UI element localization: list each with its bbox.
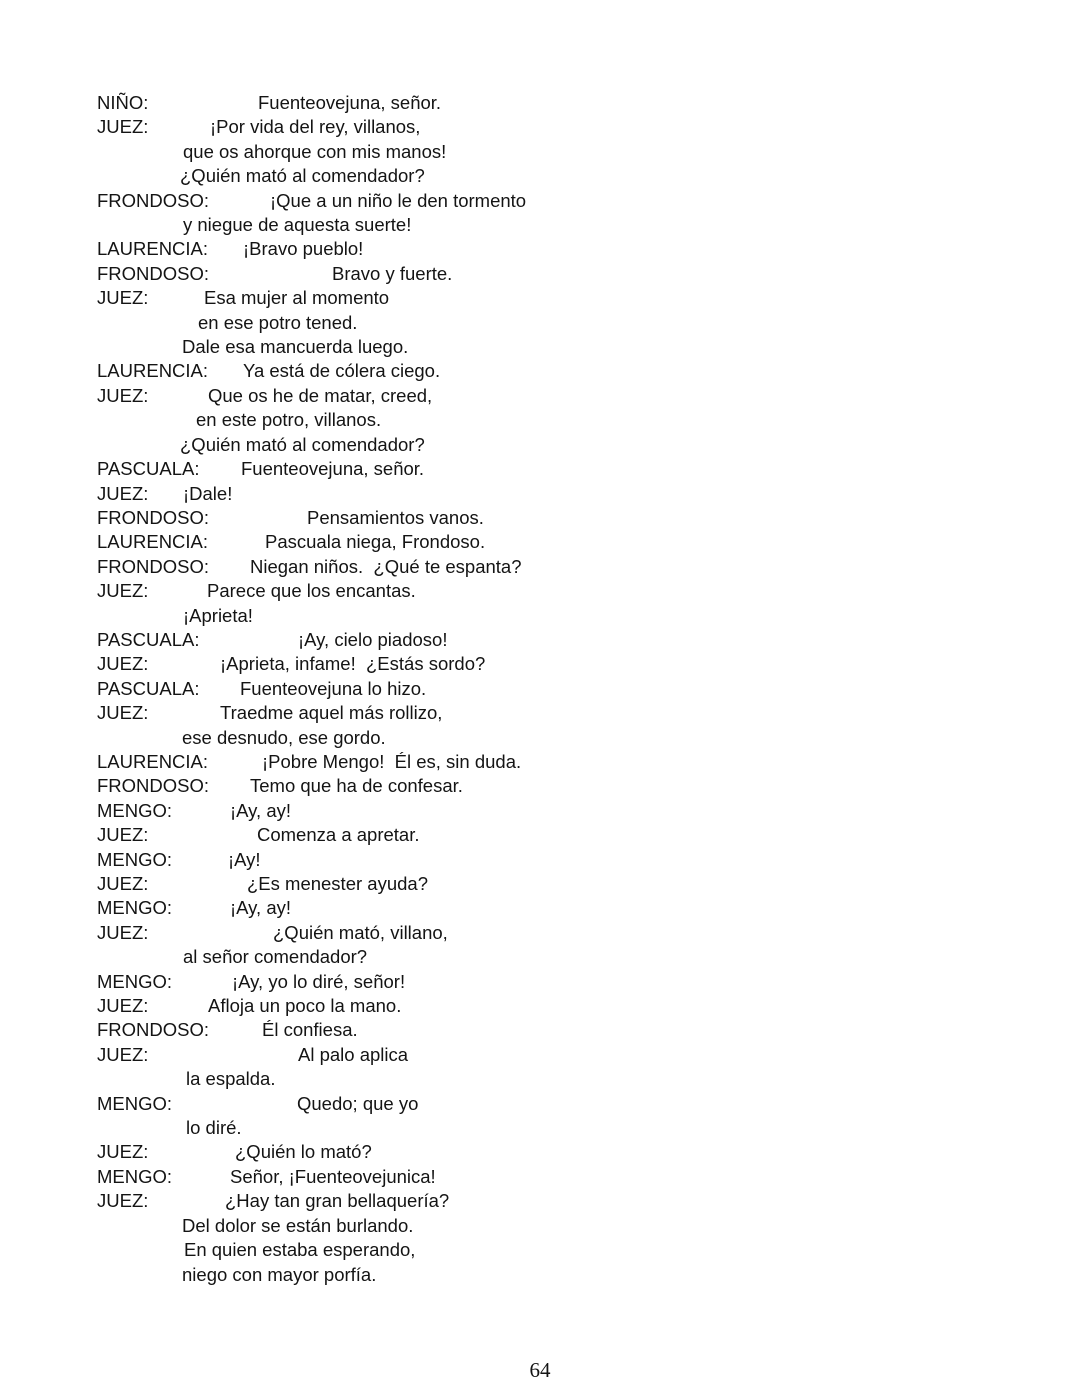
dialogue-text: Fuenteovejuna lo hizo.: [240, 677, 427, 699]
dialogue-text: en ese potro tened.: [198, 311, 358, 333]
speaker-name: LAURENCIA:: [97, 238, 209, 260]
dialogue-text: ¿Quién mató al comendador?: [180, 433, 425, 455]
dialogue-text: ¿Quién lo mató?: [235, 1141, 372, 1163]
script-line: [97, 580, 1070, 604]
speaker-name: PASCUALA:: [97, 628, 200, 650]
script-line: [97, 385, 1070, 409]
script-line: [97, 629, 1070, 653]
dialogue-text: Del dolor se están burlando.: [182, 1214, 414, 1236]
dialogue-text: En quien estaba esperando,: [184, 1239, 416, 1261]
dialogue-text: Dale esa mancuerda luego.: [182, 336, 409, 358]
script-line: [97, 605, 1070, 629]
script-line: [97, 336, 1070, 360]
dialogue-text: Pascuala niega, Frondoso.: [265, 531, 486, 553]
dialogue-text: niego con mayor porfía.: [182, 1263, 377, 1285]
script-line: [97, 483, 1070, 507]
dialogue-text: Fuenteovejuna, señor.: [241, 458, 425, 480]
speaker-name: FRONDOSO:: [97, 262, 210, 284]
script-line: [97, 946, 1070, 970]
dialogue-text: Quedo; que yo: [297, 1092, 419, 1114]
script-line: [97, 678, 1070, 702]
script-line: [97, 1264, 1070, 1288]
script-line: [97, 922, 1070, 946]
dialogue-text: ¿Quién mató, villano,: [273, 921, 448, 943]
script-line: [97, 727, 1070, 751]
dialogue-text: ¡Ay, yo lo diré, señor!: [232, 970, 406, 992]
dialogue-text: ¡Ay!: [228, 848, 261, 870]
script-line: [97, 92, 1070, 116]
script-line: [97, 507, 1070, 531]
dialogue-text: ¡Ay, ay!: [230, 799, 292, 821]
script-line: [97, 1166, 1070, 1190]
speaker-name: LAURENCIA:: [97, 360, 209, 382]
dialogue-text: ¿Hay tan gran bellaquería?: [225, 1190, 450, 1212]
script-line: [97, 702, 1070, 726]
script-line: [97, 800, 1070, 824]
dialogue-text: y niegue de aquesta suerte!: [183, 214, 412, 236]
script-line: [97, 775, 1070, 799]
script-line: [97, 1093, 1070, 1117]
speaker-name: JUEZ:: [97, 384, 149, 406]
dialogue-text: Bravo y fuerte.: [332, 262, 453, 284]
script-line: [97, 897, 1070, 921]
speaker-name: JUEZ:: [97, 995, 149, 1017]
dialogue-text: Comenza a apretar.: [257, 824, 420, 846]
script-line: [97, 409, 1070, 433]
speaker-name: JUEZ:: [97, 482, 149, 504]
speaker-name: MENGO:: [97, 1165, 173, 1187]
script-line: [97, 116, 1070, 140]
script-line: [97, 1190, 1070, 1214]
dialogue-text: ¡Pobre Mengo! Él es, sin duda.: [262, 750, 522, 772]
script-line: [97, 653, 1070, 677]
dialogue-text: en este potro, villanos.: [196, 409, 382, 431]
dialogue-text: Pensamientos vanos.: [307, 506, 484, 528]
dialogue-text: Que os he de matar, creed,: [208, 384, 433, 406]
script-line: [97, 312, 1070, 336]
play-script-text: [97, 92, 1070, 1288]
script-line: [97, 458, 1070, 482]
dialogue-text: Niegan niños. ¿Qué te espanta?: [250, 555, 522, 577]
dialogue-text: Señor, ¡Fuenteovejunica!: [230, 1165, 436, 1187]
speaker-name: PASCUALA:: [97, 458, 200, 480]
script-line: [97, 824, 1070, 848]
dialogue-text: ¡Por vida del rey, villanos,: [210, 116, 421, 138]
dialogue-text: ¿Quién mató al comendador?: [180, 165, 425, 187]
script-line: [97, 434, 1070, 458]
script-line: [97, 165, 1070, 189]
dialogue-text: ¡Aprieta!: [183, 604, 253, 626]
dialogue-text: al señor comendador?: [183, 946, 368, 968]
dialogue-text: que os ahorque con mis manos!: [183, 140, 447, 162]
speaker-name: MENGO:: [97, 970, 173, 992]
speaker-name: JUEZ:: [97, 1190, 149, 1212]
script-line: [97, 360, 1070, 384]
dialogue-text: Parece que los encantas.: [207, 580, 416, 602]
dialogue-text: ¡Ay, ay!: [230, 897, 292, 919]
script-line: [97, 238, 1070, 262]
speaker-name: NIÑO:: [97, 92, 149, 113]
speaker-name: FRONDOSO:: [97, 506, 210, 528]
dialogue-text: Afloja un poco la mano.: [208, 995, 402, 1017]
script-line: [97, 287, 1070, 311]
script-line: [97, 873, 1070, 897]
speaker-name: JUEZ:: [97, 116, 149, 138]
script-line: [97, 995, 1070, 1019]
speaker-name: JUEZ:: [97, 653, 149, 675]
script-line: [97, 1019, 1070, 1043]
script-line: [97, 190, 1070, 214]
script-line: [97, 531, 1070, 555]
speaker-name: JUEZ:: [97, 702, 149, 724]
dialogue-text: Fuenteovejuna, señor.: [258, 92, 442, 113]
speaker-name: MENGO:: [97, 848, 173, 870]
speaker-name: FRONDOSO:: [97, 1019, 210, 1041]
dialogue-text: ¡Dale!: [183, 482, 233, 504]
script-line: [97, 1117, 1070, 1141]
script-line: [97, 141, 1070, 165]
script-line: [97, 1239, 1070, 1263]
dialogue-text: Temo que ha de confesar.: [250, 775, 463, 797]
dialogue-text: ¡Bravo pueblo!: [243, 238, 364, 260]
dialogue-text: lo diré.: [186, 1117, 242, 1139]
speaker-name: FRONDOSO:: [97, 555, 210, 577]
script-line: [97, 1068, 1070, 1092]
script-line: [97, 1215, 1070, 1239]
speaker-name: JUEZ:: [97, 287, 149, 309]
dialogue-text: ¡Que a un niño le den tormento: [270, 189, 527, 211]
speaker-name: MENGO:: [97, 1092, 173, 1114]
speaker-name: JUEZ:: [97, 824, 149, 846]
dialogue-text: Traedme aquel más rollizo,: [220, 702, 443, 724]
speaker-name: FRONDOSO:: [97, 775, 210, 797]
script-line: [97, 263, 1070, 287]
script-line: [97, 556, 1070, 580]
speaker-name: JUEZ:: [97, 873, 149, 894]
script-line: [97, 751, 1070, 775]
speaker-name: FRONDOSO:: [97, 189, 210, 211]
dialogue-text: ese desnudo, ese gordo.: [182, 726, 386, 748]
dialogue-text: Esa mujer al momento: [204, 287, 390, 309]
speaker-name: JUEZ:: [97, 1141, 149, 1163]
speaker-name: JUEZ:: [97, 921, 149, 943]
speaker-name: MENGO:: [97, 897, 173, 919]
script-line: [97, 1044, 1070, 1068]
script-line: [97, 849, 1070, 873]
script-line: [97, 214, 1070, 238]
speaker-name: PASCUALA:: [97, 677, 200, 699]
dialogue-text: ¿Es menester ayuda?: [247, 873, 428, 894]
speaker-name: JUEZ:: [97, 580, 149, 602]
dialogue-text: ¡Ay, cielo piadoso!: [298, 628, 448, 650]
dialogue-text: ¡Aprieta, infame! ¿Estás sordo?: [220, 653, 486, 675]
speaker-name: JUEZ:: [97, 1043, 149, 1065]
dialogue-text: Ya está de cólera ciego.: [243, 360, 441, 382]
dialogue-text: Él confiesa.: [262, 1019, 358, 1041]
script-line: [97, 1141, 1070, 1165]
speaker-name: MENGO:: [97, 799, 173, 821]
page-number: 64: [529, 1358, 551, 1382]
speaker-name: LAURENCIA:: [97, 750, 209, 772]
speaker-name: LAURENCIA:: [97, 531, 209, 553]
script-line: [97, 971, 1070, 995]
dialogue-text: la espalda.: [186, 1068, 276, 1090]
dialogue-text: Al palo aplica: [298, 1043, 409, 1065]
